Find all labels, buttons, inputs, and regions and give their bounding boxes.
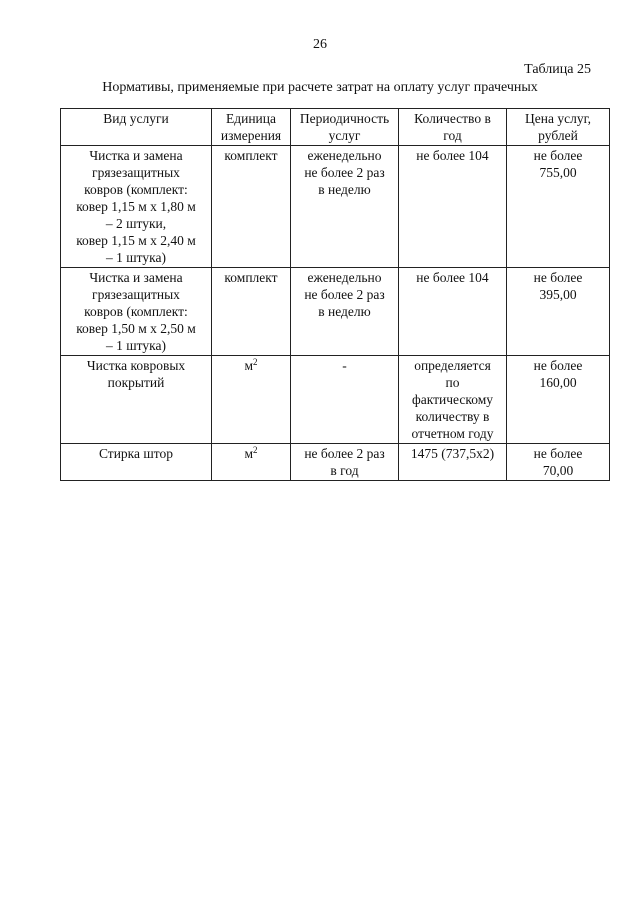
- cell-price-line: не более: [533, 148, 583, 163]
- cell-price: [507, 444, 610, 481]
- cell-service-line: – 1 штука): [106, 250, 166, 265]
- page-number: 26: [313, 37, 327, 52]
- cell-price-line: 755,00: [539, 165, 577, 180]
- header-price: [507, 109, 610, 146]
- cell-period-line: не более 2 раз: [304, 287, 385, 302]
- header-period: [291, 109, 399, 146]
- cell-period: [291, 356, 399, 444]
- cell-service: [61, 444, 212, 481]
- cell-period: [291, 444, 399, 481]
- cell-period-line: в неделю: [318, 304, 371, 319]
- cell-unit-text: комплект: [224, 148, 278, 163]
- table-body: [61, 146, 610, 481]
- table-header-row: [61, 109, 610, 146]
- cell-period-line: еженедельно: [307, 148, 382, 163]
- cell-quantity-line: 1475 (737,5х2): [410, 446, 495, 461]
- cell-service-line: Чистка и замена: [89, 148, 183, 163]
- cell-quantity-line: определяется: [414, 358, 491, 373]
- table-row: [61, 444, 610, 481]
- cell-unit-text: комплект: [224, 270, 278, 285]
- header-unit-line: Единица: [225, 111, 276, 126]
- header-service-line: Вид услуги: [103, 111, 169, 126]
- cell-service-line: Стирка штор: [98, 446, 174, 461]
- cell-unit-superscript: 2: [253, 357, 258, 367]
- cell-service-line: ковров (комплект:: [84, 182, 188, 197]
- cell-unit-superscript: 2: [253, 445, 258, 455]
- cell-quantity: [399, 268, 507, 356]
- cell-price: [507, 356, 610, 444]
- cell-price-line: не более: [533, 446, 583, 461]
- cell-service-line: – 1 штука): [106, 338, 166, 353]
- cell-service-line: – 2 штуки,: [105, 216, 167, 231]
- cell-quantity-line: количеству в: [415, 409, 490, 424]
- header-price-line: Цена услуг,: [525, 111, 591, 126]
- cell-unit: [212, 444, 291, 481]
- cell-service-line: грязезащитных: [92, 287, 180, 302]
- cell-period-line: еженедельно: [307, 270, 382, 285]
- header-period-line: Периодичность: [299, 111, 390, 126]
- cell-service: [61, 146, 212, 268]
- table-row: [61, 146, 610, 268]
- cell-period-line: не более 2 раз: [304, 446, 385, 461]
- cell-service-line: ковер 1,15 м х 1,80 м: [76, 199, 196, 214]
- header-quantity-line: год: [443, 128, 462, 143]
- cell-service: [61, 268, 212, 356]
- cell-price-line: 395,00: [539, 287, 577, 302]
- cell-service-line: Чистка ковровых: [86, 358, 186, 373]
- cell-service: [61, 356, 212, 444]
- cell-unit-text: м: [244, 446, 254, 461]
- cell-price-line: 70,00: [542, 463, 574, 478]
- cell-price-line: не более: [533, 270, 583, 285]
- cell-service-line: ковер 1,15 м х 2,40 м: [76, 233, 196, 248]
- cell-quantity: [399, 146, 507, 268]
- cell-price: [507, 146, 610, 268]
- cell-unit: [212, 268, 291, 356]
- header-unit-line: измерения: [220, 128, 282, 143]
- cell-period: [291, 268, 399, 356]
- cell-unit: [212, 146, 291, 268]
- cell-quantity-line: отчетном году: [411, 426, 494, 441]
- cell-period-line: в неделю: [318, 182, 371, 197]
- header-service: [61, 109, 212, 146]
- cell-price: [507, 268, 610, 356]
- cell-service-line: ковер 1,50 м х 2,50 м: [76, 321, 196, 336]
- table-row: [61, 268, 610, 356]
- table-label: Таблица 25: [524, 62, 591, 77]
- cell-service-line: покрытий: [107, 375, 165, 390]
- cell-service-line: ковров (комплект:: [84, 304, 188, 319]
- cell-service-line: Чистка и замена: [89, 270, 183, 285]
- norms-table: [60, 108, 610, 481]
- header-quantity-line: Количество в: [414, 111, 491, 126]
- cell-quantity-line: фактическому: [411, 392, 493, 407]
- cell-period-line: -: [342, 358, 347, 373]
- cell-quantity-line: по: [445, 375, 460, 390]
- cell-period-line: не более 2 раз: [304, 165, 385, 180]
- header-unit: [212, 109, 291, 146]
- table-row: [61, 356, 610, 444]
- cell-unit-text: м: [244, 358, 254, 373]
- cell-service-line: грязезащитных: [92, 165, 180, 180]
- cell-price-line: не более: [533, 358, 583, 373]
- header-period-line: услуг: [328, 128, 361, 143]
- cell-quantity: [399, 356, 507, 444]
- cell-period: [291, 146, 399, 268]
- cell-price-line: 160,00: [539, 375, 577, 390]
- cell-quantity-line: не более 104: [416, 270, 489, 285]
- header-quantity: [399, 109, 507, 146]
- header-price-line: рублей: [538, 128, 578, 143]
- table-title: Нормативы, применяемые при расчете затрат на оплату услуг прачечных: [102, 80, 538, 95]
- cell-quantity: [399, 444, 507, 481]
- cell-period-line: в год: [330, 463, 359, 478]
- cell-quantity-line: не более 104: [416, 148, 489, 163]
- cell-unit: [212, 356, 291, 444]
